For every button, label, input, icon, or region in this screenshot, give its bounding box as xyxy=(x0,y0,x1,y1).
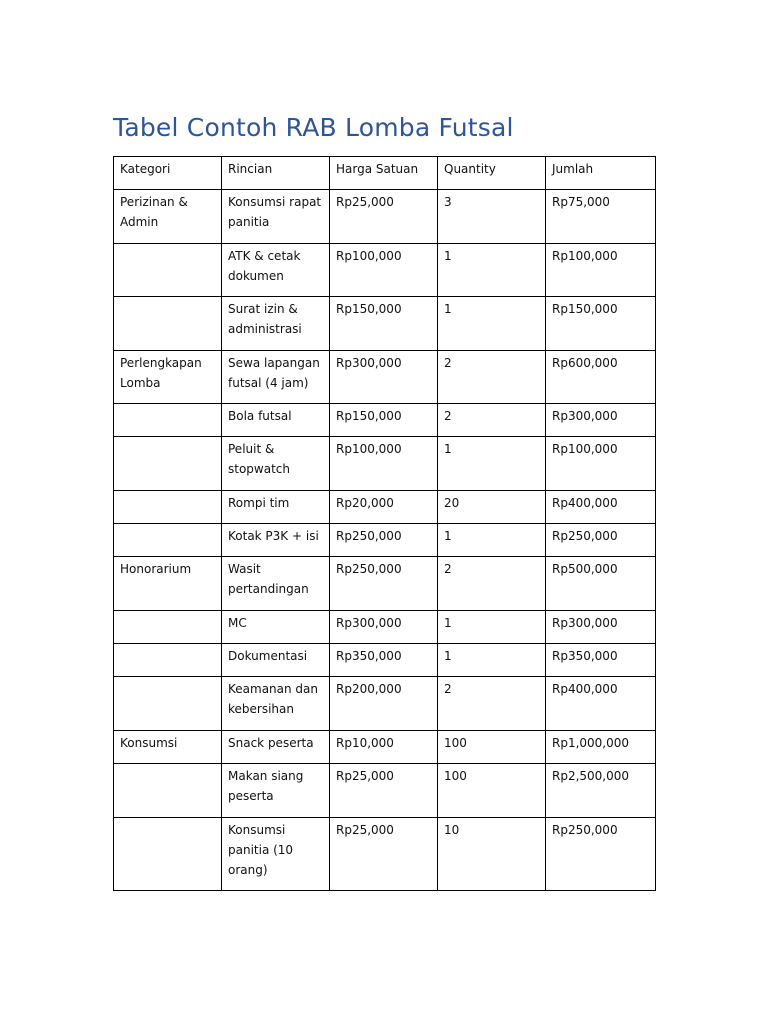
cell-rincian: Peluit & stopwatch xyxy=(222,437,330,491)
table-row xyxy=(114,351,656,404)
cell-rincian: MC xyxy=(222,611,330,644)
cell-quantity: 1 xyxy=(438,524,546,557)
cell-kategori: Perizinan & Admin xyxy=(114,190,222,244)
cell-harga-satuan: Rp250,000 xyxy=(330,524,438,557)
cell-quantity: 1 xyxy=(438,244,546,297)
cell-quantity: 100 xyxy=(438,764,546,818)
cell-harga-satuan: Rp25,000 xyxy=(330,764,438,818)
cell-harga-satuan: Rp300,000 xyxy=(330,351,438,404)
cell-kategori xyxy=(114,611,222,644)
cell-quantity: 2 xyxy=(438,404,546,437)
cell-jumlah: Rp300,000 xyxy=(546,611,656,644)
cell-rincian: Sewa lapangan futsal (4 jam) xyxy=(222,351,330,404)
cell-kategori: Perlengkapan Lomba xyxy=(114,351,222,404)
table-row xyxy=(114,244,656,297)
cell-harga-satuan: Rp150,000 xyxy=(330,297,438,351)
cell-jumlah: Rp350,000 xyxy=(546,644,656,677)
cell-quantity: 2 xyxy=(438,677,546,731)
table-row xyxy=(114,404,656,437)
cell-rincian: Konsumsi panitia (10 orang) xyxy=(222,818,330,891)
cell-quantity: 2 xyxy=(438,557,546,611)
cell-jumlah: Rp100,000 xyxy=(546,437,656,491)
cell-kategori xyxy=(114,644,222,677)
cell-jumlah: Rp250,000 xyxy=(546,818,656,891)
header-harga-satuan: Harga Satuan xyxy=(330,157,438,190)
cell-rincian: Rompi tim xyxy=(222,491,330,524)
table-row xyxy=(114,677,656,731)
cell-jumlah: Rp400,000 xyxy=(546,677,656,731)
header-quantity: Quantity xyxy=(438,157,546,190)
cell-jumlah: Rp1,000,000 xyxy=(546,731,656,764)
cell-harga-satuan: Rp250,000 xyxy=(330,557,438,611)
cell-kategori xyxy=(114,764,222,818)
table-row xyxy=(114,524,656,557)
cell-harga-satuan: Rp100,000 xyxy=(330,437,438,491)
table-row xyxy=(114,731,656,764)
cell-jumlah: Rp600,000 xyxy=(546,351,656,404)
table-row xyxy=(114,437,656,491)
cell-harga-satuan: Rp25,000 xyxy=(330,818,438,891)
cell-kategori: Konsumsi xyxy=(114,731,222,764)
cell-harga-satuan: Rp10,000 xyxy=(330,731,438,764)
cell-rincian: Makan siang peserta xyxy=(222,764,330,818)
cell-quantity: 10 xyxy=(438,818,546,891)
header-rincian: Rincian xyxy=(222,157,330,190)
cell-quantity: 100 xyxy=(438,731,546,764)
cell-kategori xyxy=(114,437,222,491)
cell-harga-satuan: Rp350,000 xyxy=(330,644,438,677)
cell-rincian: Kotak P3K + isi xyxy=(222,524,330,557)
cell-quantity: 1 xyxy=(438,437,546,491)
table-row xyxy=(114,297,656,351)
cell-quantity: 1 xyxy=(438,611,546,644)
cell-kategori xyxy=(114,491,222,524)
rab-table xyxy=(113,156,656,891)
table-row xyxy=(114,557,656,611)
cell-kategori xyxy=(114,297,222,351)
cell-rincian: ATK & cetak dokumen xyxy=(222,244,330,297)
cell-jumlah: Rp150,000 xyxy=(546,297,656,351)
table-row xyxy=(114,491,656,524)
table-row xyxy=(114,764,656,818)
cell-kategori xyxy=(114,818,222,891)
cell-jumlah: Rp300,000 xyxy=(546,404,656,437)
cell-kategori xyxy=(114,524,222,557)
cell-rincian: Keamanan dan kebersihan xyxy=(222,677,330,731)
cell-rincian: Snack peserta xyxy=(222,731,330,764)
cell-harga-satuan: Rp100,000 xyxy=(330,244,438,297)
cell-kategori xyxy=(114,404,222,437)
document-title: Tabel Contoh RAB Lomba Futsal xyxy=(113,113,514,142)
cell-kategori xyxy=(114,244,222,297)
cell-harga-satuan: Rp20,000 xyxy=(330,491,438,524)
cell-harga-satuan: Rp300,000 xyxy=(330,611,438,644)
cell-harga-satuan: Rp200,000 xyxy=(330,677,438,731)
cell-jumlah: Rp250,000 xyxy=(546,524,656,557)
cell-jumlah: Rp100,000 xyxy=(546,244,656,297)
cell-quantity: 20 xyxy=(438,491,546,524)
header-jumlah: Jumlah xyxy=(546,157,656,190)
cell-harga-satuan: Rp150,000 xyxy=(330,404,438,437)
cell-rincian: Dokumentasi xyxy=(222,644,330,677)
cell-quantity: 1 xyxy=(438,297,546,351)
cell-kategori xyxy=(114,677,222,731)
cell-jumlah: Rp2,500,000 xyxy=(546,764,656,818)
table-row xyxy=(114,190,656,244)
table-row xyxy=(114,818,656,891)
cell-rincian: Surat izin & administrasi xyxy=(222,297,330,351)
cell-quantity: 1 xyxy=(438,644,546,677)
cell-jumlah: Rp400,000 xyxy=(546,491,656,524)
table-header-row xyxy=(114,157,656,190)
cell-quantity: 3 xyxy=(438,190,546,244)
cell-quantity: 2 xyxy=(438,351,546,404)
cell-jumlah: Rp500,000 xyxy=(546,557,656,611)
cell-jumlah: Rp75,000 xyxy=(546,190,656,244)
cell-rincian: Konsumsi rapat panitia xyxy=(222,190,330,244)
table-row xyxy=(114,644,656,677)
cell-kategori: Honorarium xyxy=(114,557,222,611)
cell-harga-satuan: Rp25,000 xyxy=(330,190,438,244)
table-row xyxy=(114,611,656,644)
cell-rincian: Wasit pertandingan xyxy=(222,557,330,611)
cell-rincian: Bola futsal xyxy=(222,404,330,437)
header-kategori: Kategori xyxy=(114,157,222,190)
